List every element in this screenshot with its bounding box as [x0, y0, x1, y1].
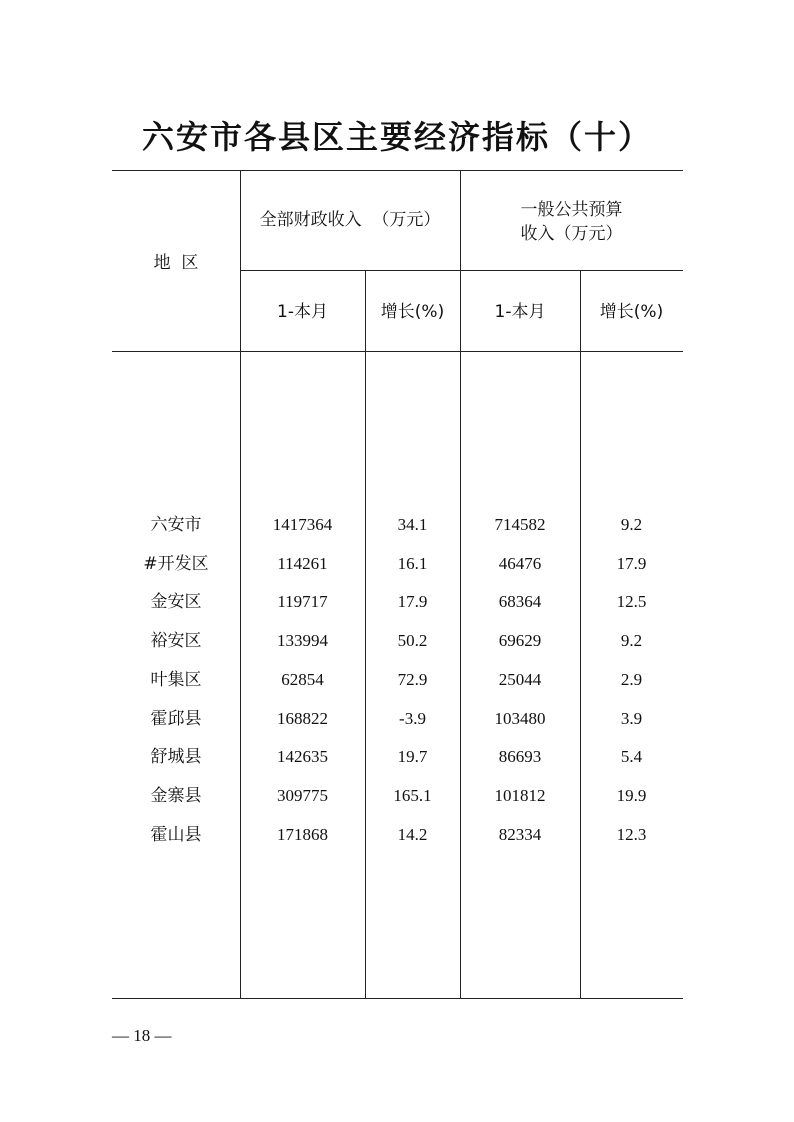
cell-total-ytd: 168822 — [277, 709, 328, 728]
cell-total-ytd: 142635 — [277, 747, 328, 766]
header-total-revenue: 全部财政收入 （万元） — [259, 210, 441, 230]
cell-budget-ytd: 103480 — [494, 709, 546, 728]
cell-budget-ytd: 68364 — [498, 592, 542, 611]
cell-budget-ytd: 69629 — [498, 631, 542, 650]
cell-budget-growth: 9.2 — [620, 631, 643, 650]
cell-budget-ytd: 101812 — [494, 786, 546, 805]
cell-total-growth: 72.9 — [397, 670, 428, 689]
cell-region: #开发区 — [143, 554, 209, 574]
header-bottom-rule — [112, 351, 683, 352]
header-budget-revenue-line2: 收入（万元） — [520, 224, 623, 244]
cell-budget-growth: 12.5 — [616, 592, 647, 611]
header-budget-growth: 增长(%) — [599, 302, 664, 322]
table-bottom-rule — [112, 998, 683, 999]
cell-budget-growth: 2.9 — [620, 670, 643, 689]
cell-total-growth: 34.1 — [397, 515, 428, 534]
cell-total-ytd: 133994 — [277, 631, 328, 650]
cell-total-growth: 165.1 — [393, 786, 432, 805]
cell-region: 金安区 — [150, 592, 202, 612]
cell-region: 霍山县 — [150, 825, 202, 845]
cell-budget-growth: 9.2 — [620, 515, 643, 534]
table-top-rule — [112, 170, 683, 171]
page-number: — 18 — — [112, 1026, 172, 1045]
cell-total-growth: -3.9 — [399, 709, 426, 728]
cell-budget-ytd: 25044 — [498, 670, 542, 689]
header-mid-rule — [240, 270, 683, 271]
cell-total-ytd: 114261 — [277, 554, 328, 573]
cell-budget-growth: 5.4 — [620, 747, 643, 766]
header-budget-ytd: 1-本月 — [494, 302, 546, 322]
cell-total-growth: 19.7 — [397, 747, 428, 766]
cell-region: 叶集区 — [150, 670, 202, 690]
cell-budget-growth: 19.9 — [616, 786, 647, 805]
cell-budget-growth: 3.9 — [620, 709, 643, 728]
cell-total-ytd: 119717 — [277, 592, 328, 611]
cell-region: 六安市 — [150, 515, 202, 535]
col-divider-1 — [240, 170, 241, 999]
cell-total-growth: 50.2 — [397, 631, 428, 650]
cell-budget-ytd: 86693 — [498, 747, 542, 766]
cell-region: 裕安区 — [150, 631, 202, 651]
cell-region: 舒城县 — [150, 747, 202, 767]
cell-total-growth: 17.9 — [397, 592, 428, 611]
page-title: 六安市各县区主要经济指标（十） — [141, 118, 652, 156]
cell-region: 霍邱县 — [150, 709, 202, 729]
col-divider-3 — [460, 170, 461, 999]
cell-total-ytd: 62854 — [281, 670, 324, 689]
header-total-ytd: 1-本月 — [277, 302, 328, 322]
cell-budget-ytd: 46476 — [498, 554, 542, 573]
header-region: 地 区 — [153, 253, 199, 273]
cell-budget-growth: 17.9 — [616, 554, 647, 573]
cell-total-growth: 16.1 — [397, 554, 428, 573]
cell-budget-growth: 12.3 — [616, 825, 647, 844]
cell-total-ytd: 171868 — [277, 825, 328, 844]
cell-total-growth: 14.2 — [397, 825, 428, 844]
cell-total-ytd: 1417364 — [272, 515, 333, 534]
cell-budget-ytd: 714582 — [494, 515, 546, 534]
cell-region: 金寨县 — [150, 786, 202, 806]
cell-total-ytd: 309775 — [277, 786, 328, 805]
header-budget-revenue-line1: 一般公共预算 — [520, 200, 623, 220]
cell-budget-ytd: 82334 — [498, 825, 542, 844]
header-total-growth: 增长(%) — [380, 302, 445, 322]
